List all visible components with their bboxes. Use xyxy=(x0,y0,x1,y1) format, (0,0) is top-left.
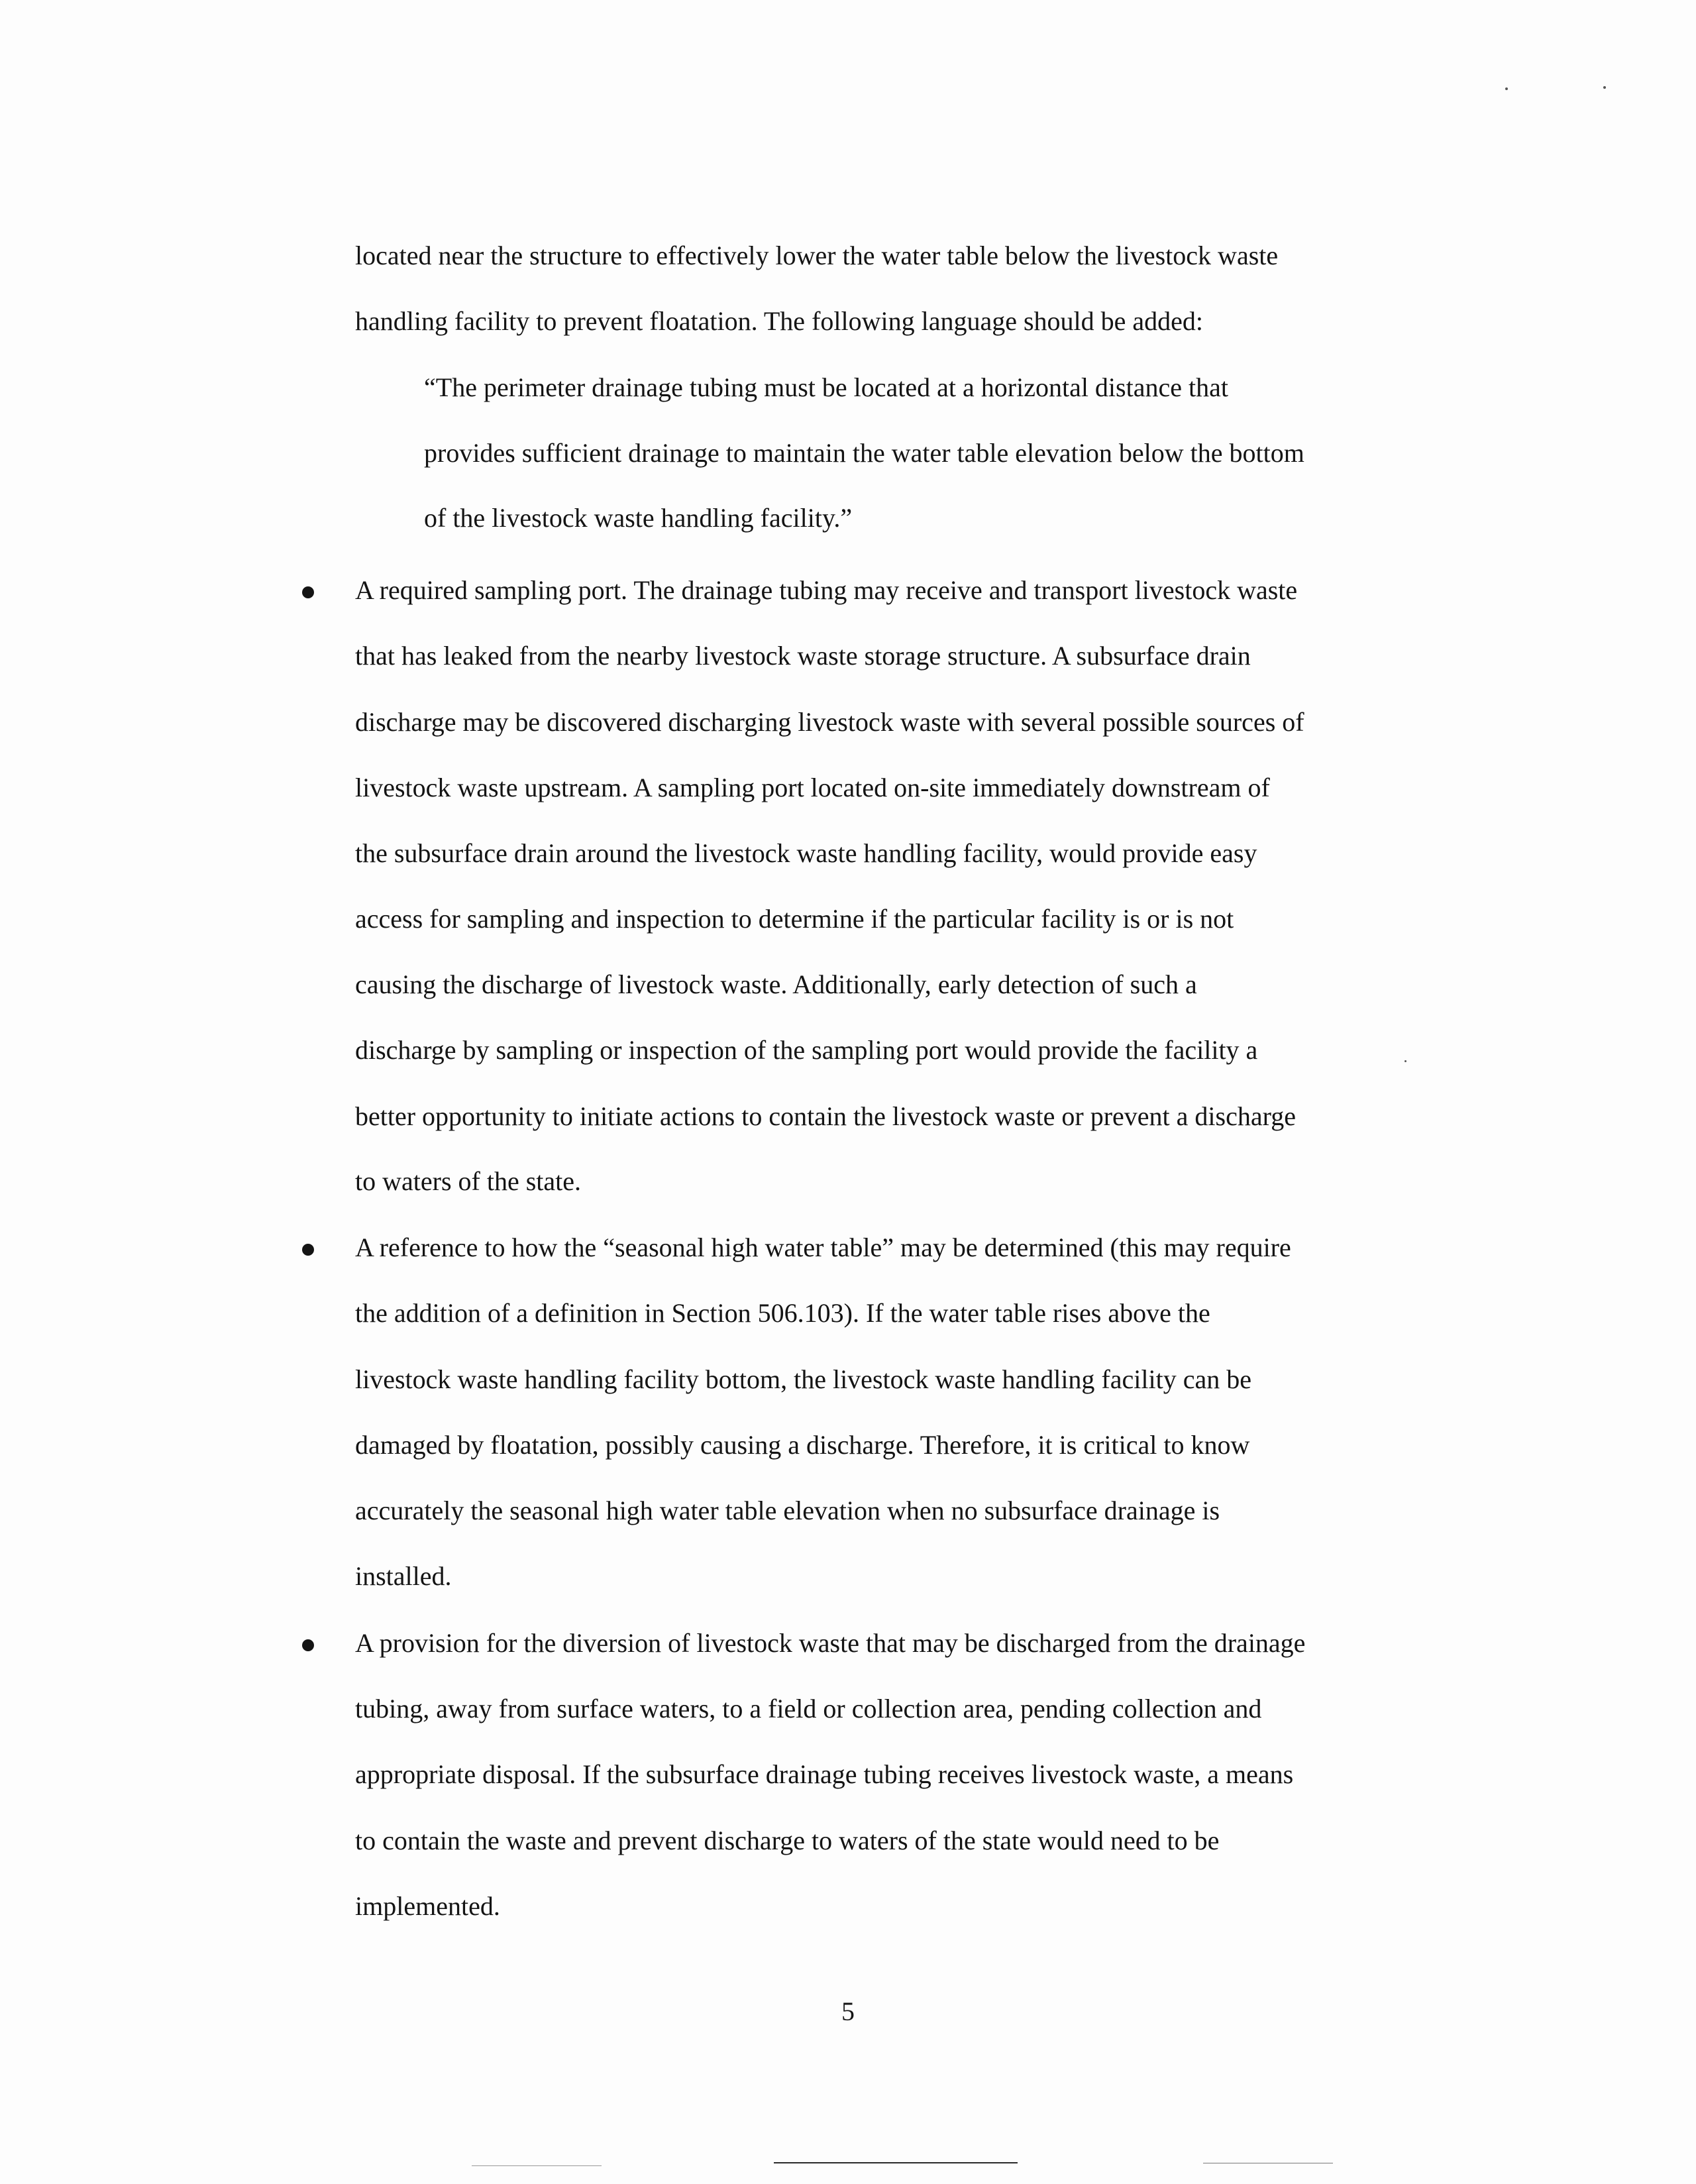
scan-speck xyxy=(1603,86,1606,89)
bullet-1-line: the subsurface drain around the livestock waste handling facility, would provide easy xyxy=(355,838,1257,868)
intro-line: located near the structure to effectively lower the water table below the livestock waste xyxy=(355,241,1279,270)
scan-speck xyxy=(1505,87,1508,90)
bullet-1-line: discharge may be discovered discharging livestock waste with several possible sources of xyxy=(355,707,1304,737)
bullet-1-line: access for sampling and inspection to determine if the particular facility is or is not xyxy=(355,904,1234,934)
bullet-3-line: appropriate disposal. If the subsurface drainage tubing receives livestock waste, a means xyxy=(355,1759,1294,1789)
bullet-1-line: discharge by sampling or inspection of the sampling port would provide the facility a xyxy=(355,1035,1258,1065)
bullet-icon xyxy=(302,586,314,598)
bullet-2-line: accurately the seasonal high water table elevation when no subsurface drainage is xyxy=(355,1496,1220,1525)
scan-line xyxy=(472,2165,602,2166)
bullet-2-line: livestock waste handling facility bottom, the livestock waste handling facility can be xyxy=(355,1364,1251,1394)
bullet-3-line: A provision for the diversion of livestock waste that may be discharged from the drainage xyxy=(355,1628,1306,1658)
quote-line: of the livestock waste handling facility.” xyxy=(424,503,853,533)
page-number: 5 xyxy=(841,1996,855,2026)
bullet-3-line: tubing, away from surface waters, to a field or collection area, pending collection and xyxy=(355,1694,1262,1723)
scan-speck xyxy=(1404,1060,1406,1062)
quote-line: “The perimeter drainage tubing must be located at a horizontal distance that xyxy=(424,372,1228,402)
bullet-1-line: A required sampling port. The drainage tubing may receive and transport livestock waste xyxy=(355,575,1298,605)
bullet-3-line: to contain the waste and prevent discharge to waters of the state would need to be xyxy=(355,1826,1220,1855)
bullet-1-line: livestock waste upstream. A sampling port located on-site immediately downstream of xyxy=(355,773,1270,802)
bullet-icon xyxy=(302,1639,314,1651)
bullet-2-line: installed. xyxy=(355,1561,452,1591)
bullet-1-line: to waters of the state. xyxy=(355,1166,581,1196)
bullet-icon xyxy=(302,1244,314,1256)
bullet-3-line: implemented. xyxy=(355,1891,500,1921)
bullet-2-line: damaged by floatation, possibly causing a discharge. Therefore, it is critical to know xyxy=(355,1430,1250,1460)
bullet-1-line: that has leaked from the nearby livestock waste storage structure. A subsurface drain xyxy=(355,641,1251,671)
scan-line xyxy=(774,2162,1018,2163)
bullet-1-line: causing the discharge of livestock waste. Additionally, early detection of such a xyxy=(355,969,1197,999)
bullet-2-line: the addition of a definition in Section 506.103). If the water table rises above the xyxy=(355,1298,1210,1328)
bullet-1-line: better opportunity to initiate actions to contain the livestock waste or prevent a discharge xyxy=(355,1101,1296,1131)
bullet-2-line: A reference to how the “seasonal high water table” may be determined (this may require xyxy=(355,1232,1291,1262)
quote-line: provides sufficient drainage to maintain the water table elevation below the bottom xyxy=(424,438,1304,468)
intro-line: handling facility to prevent floatation. The following language should be added: xyxy=(355,306,1204,336)
